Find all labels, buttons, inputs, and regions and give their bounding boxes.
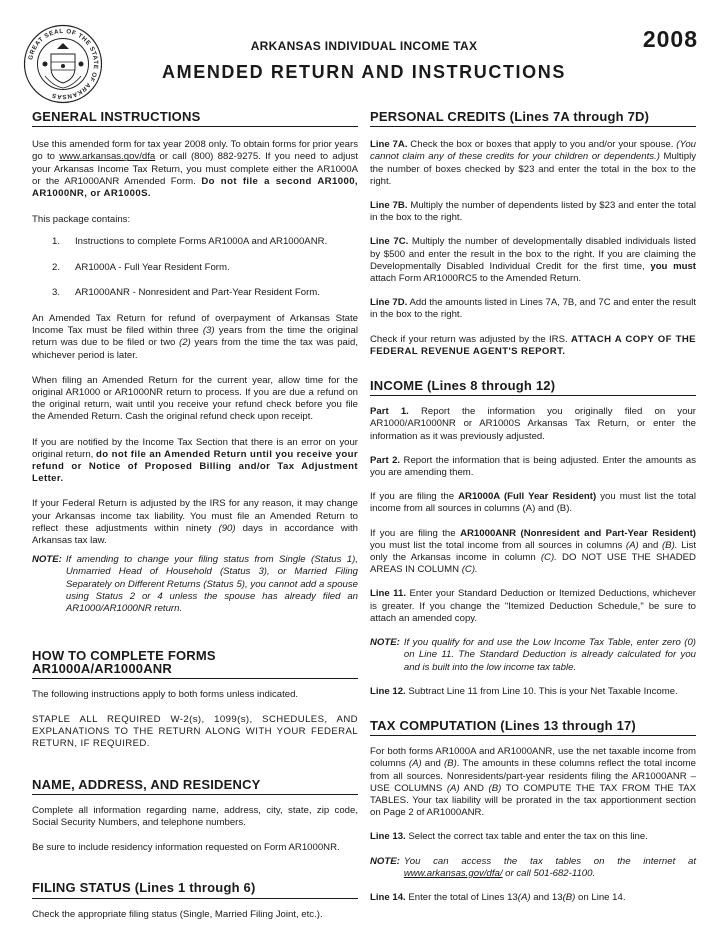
svg-text:GREAT SEAL OF THE STATE OF ARK: GREAT SEAL OF THE STATE OF ARKANSAS: [27, 27, 100, 101]
line-14: Line 14. Enter the total of Lines 13(A) and 13(B) on Line 14.: [370, 891, 626, 903]
tax-note: NOTE: You can access the tax tables on the internet at www.arkansas.gov/dfa/ or call 501-682-1100.: [370, 855, 696, 879]
line-7a: Line 7A. Check the box or boxes that apply to you and/or your spouse. (You cannot claim any of these credits for your children or dependents.) Multiply the number of boxes checked by $23 and enter the total in the box to the right.: [370, 139, 696, 187]
general-p3: An Amended Tax Return for refund of overpayment of Arkansas State Income Tax must be filed within three (3) years from the time the original return was due to be filed or two (2) years from the time the tax was paid, whichever period is later.: [32, 313, 359, 361]
personal-credits-heading: PERSONAL CREDITS (Lines 7A through 7D): [370, 111, 696, 127]
income-p3: If you are filing the AR1000A (Full Year Resident) you must list the total income from all sources in columns (A) and (B).: [370, 491, 697, 515]
tax-year: 2008: [642, 26, 698, 52]
tax-tables-link[interactable]: www.arkansas.gov/dfa/: [403, 867, 503, 879]
tax-computation-heading: TAX COMPUTATION (Lines 13 through 17): [370, 720, 696, 736]
general-p1: Use this amended form for tax year 2008 only. To obtain forms for prior years go to www.arkansas.gov/dfa or call (800) 882-9275. If you need to adjust your Arkansas Income Tax Return, you must complete either the AR1000A or the AR1000ANR Amended Form. Do not file a second AR1000, AR1000NR, or AR1000S.: [32, 139, 358, 200]
line-12: Line 12. Subtract Line 11 from Line 10. This is your Net Taxable Income.: [370, 685, 678, 697]
general-note: NOTE: If amending to change your filing status from Single (Status 1), Unmarried Head of Household (Status 3), or Married Filing Separately on Different Returns (Status 5), you cannot add a spouse using Status 2 or 4 unless the spouse has already filed an AR1000/AR1000NR return.: [32, 554, 358, 615]
general-instructions-heading: GENERAL INSTRUCTIONS: [32, 111, 358, 127]
left-column: [32, 111, 358, 921]
line-7d: Line 7D. Add the amounts listed in Lines 7A, 7B, and 7C and enter the result in the box to the right.: [370, 297, 696, 321]
line-11: Line 11. Enter your Standard Deduction or Itemized Deductions, whichever is greater. If you change the "Itemized Deduction Schedule," be sure to attach an amended copy.: [370, 588, 696, 624]
website-link[interactable]: www.arkansas.gov/dfa: [59, 151, 156, 163]
part-2: Part 2. Report the information that is being adjusted. Enter the amounts as you are amending them.: [370, 454, 696, 479]
name-p1: Complete all information regarding name, address, city, state, zip code, Social Security Numbers, and telephone numbers.: [32, 804, 358, 828]
agency-title: ARKANSAS INDIVIDUAL INCOME TAX: [250, 39, 478, 53]
irs-adjust: Check if your return was adjusted by the IRS. ATTACH A COPY OF THE FEDERAL REVENUE AGENT'S REPORT.: [370, 333, 696, 357]
general-p6: If your Federal Return is adjusted by the IRS for any reason, it may change your Arkansas income tax liability. You must file an Amended Return to reflect these adjustments within ninety (90) days in accordance with Arkansas tax law.: [32, 498, 358, 547]
package-list: [32, 236, 358, 299]
income-heading: INCOME (Lines 8 through 12): [370, 380, 696, 396]
line-7b: Line 7B. Multiply the number of dependents listed by $23 and enter the total in the box to the right.: [370, 200, 696, 224]
list-item: 2. AR1000A - Full Year Resident Form.: [52, 261, 230, 273]
list-item: 1. Instructions to complete Forms AR1000A and AR1000ANR.: [52, 236, 328, 248]
right-column: [370, 111, 696, 904]
general-p2: This package contains:: [32, 214, 131, 226]
name-address-heading: NAME, ADDRESS, AND RESIDENCY: [32, 779, 358, 795]
name-p2: Be sure to include residency information requested on Form AR1000NR.: [32, 842, 340, 854]
filing-status-heading: FILING STATUS (Lines 1 through 6): [32, 882, 358, 898]
list-item: 3. AR1000ANR - Nonresident and Part-Year Resident Form.: [52, 286, 320, 298]
tax-p1: For both forms AR1000A and AR1000ANR, use the net taxable income from columns (A) and (B). The amounts in these columns reflect the total income from all sources. Nonresidents/part-year residents filing the AR1000ANR – USE COLUMNS (A) AND (B) TO COMPUTE THE TAX FROM THE TAX TABLES. Your tax liability will be prorated in the tax apportionment section on Page 2 of AR1000ANR.: [370, 746, 697, 819]
how-to-complete-heading: HOW TO COMPLETE FORMS AR1000A/AR1000ANR: [32, 650, 358, 678]
filing-p1: Check the appropriate filing status (Single, Married Filing Joint, etc.).: [32, 908, 323, 920]
income-note: NOTE: If you qualify for and use the Low Income Tax Table, enter zero (0) on Line 11. The Standard Deduction is already calculated for you and is built into the low income tax table.: [370, 637, 696, 673]
how-p2: STAPLE ALL REQUIRED W-2(s), 1099(s), SCHEDULES, AND EXPLANATIONS TO THE RETURN ALONG WITH YOUR FEDERAL RETURN, IF REQUIRED.: [32, 713, 358, 750]
line-13: Line 13. Select the correct tax table and enter the tax on this line.: [370, 831, 648, 843]
general-p4: When filing an Amended Return for the current year, allow time for the original AR1000 or AR1000NR return to process. If you are due a refund on the original return, wait until you receive your refund check before you file the Amended Return. Cash the original refund check upon receipt.: [32, 374, 358, 423]
how-p1: The following instructions apply to both forms unless indicated.: [32, 688, 299, 700]
income-p4: If you are filing the AR1000ANR (Nonresident and Part-Year Resident) you must list the total income from all sources in columns (A) and (B). List only the Arkansas income in column (C). DO NOT USE THE SHADED AREAS IN COLUMN (C).: [370, 527, 696, 576]
line-7c: Line 7C. Multiply the number of developmentally disabled individuals listed by $500 and enter the result in the box to the right. If you are claiming the Developmentally Disabled Individual Credit for the first time, you must attach Form AR1000RC5 to the Amended Return.: [370, 236, 696, 285]
page-title: AMENDED RETURN AND INSTRUCTIONS: [162, 62, 566, 82]
general-p5: If you are notified by the Income Tax Section that there is an error on your original return, do not file an Amended Return until you receive your refund or Notice of Proposed Billing and/or Tax Adjustment Letter.: [32, 436, 358, 485]
part-1: Part 1. Report the information you originally filed on your AR1000/AR1000NR or AR1000S Arkansas Tax Return, or enter the information as it was previously adjusted.: [370, 406, 696, 442]
